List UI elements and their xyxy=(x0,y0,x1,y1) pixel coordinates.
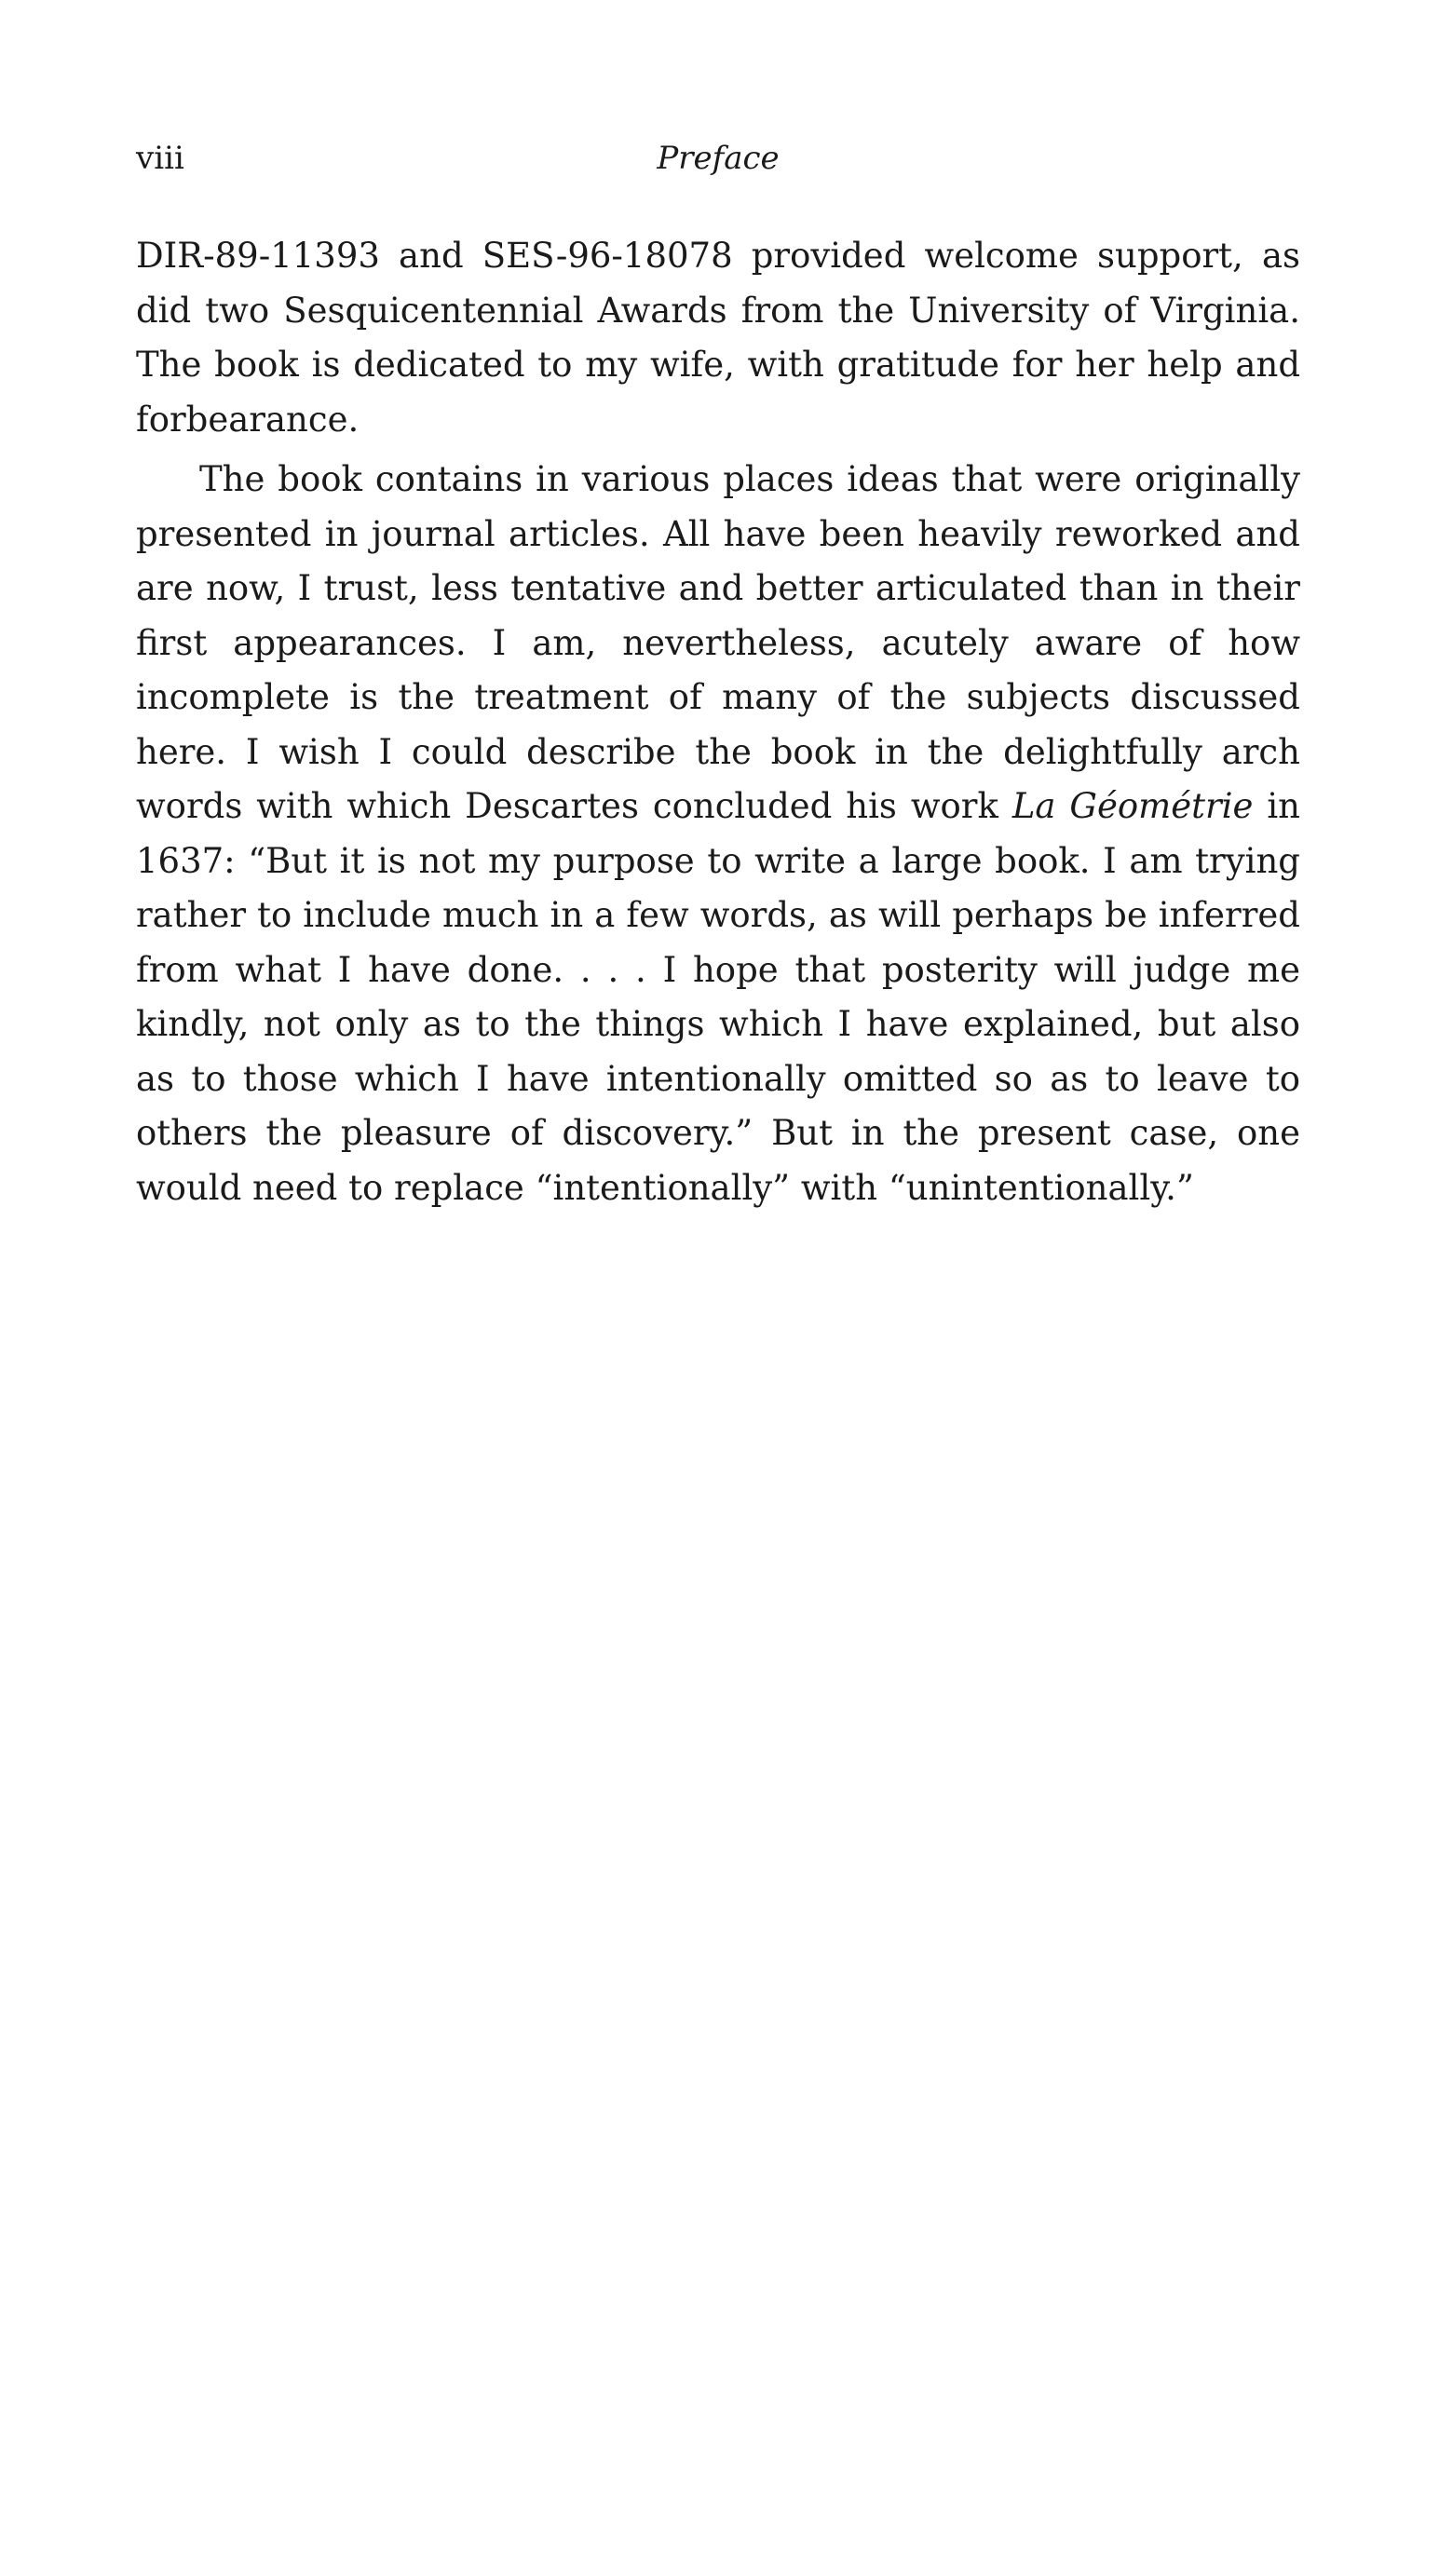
running-head xyxy=(136,130,1300,186)
running-head-title: Preface xyxy=(657,140,780,177)
book-page xyxy=(136,130,1300,1215)
paragraph: DIR-89-11393 and SES-96-18078 provided welcome support, as did two Sesquicentennial Awards from the University of Virginia. The book is dedicated to my wife, with gratitude for her help and forbearance. xyxy=(136,236,1300,440)
paragraph-text: The book contains in various places ideas that were originally presented in journal articles. All have been heavily reworked and are now, I trust, less tentative and better articulated than in their first appearances. I am, nevertheless, acutely aware of how incomplete is the treatment of many of the subjects discussed here. I wish I could describe the book in the delightfully arch words with which Descartes concluded his work xyxy=(136,459,1300,826)
page-number: viii xyxy=(136,140,184,177)
body-text xyxy=(136,229,1300,1215)
book-title-italic: La Géométrie xyxy=(1011,786,1254,826)
paragraph xyxy=(136,453,1300,1215)
paragraph-text: in 1637: “But it is not my purpose to write a large book. I am trying rather to include much in a few words, as will perhaps be inferred from what I have done. . . . I hope that posterity will judge me kindly, not only as to the things which I have explained, but also as to those which I have intentionally omitted so as to leave to others the pleasure of discovery.” But in the present case, one would need to replace “intentionally” with “unintentionally.” xyxy=(136,786,1300,1208)
